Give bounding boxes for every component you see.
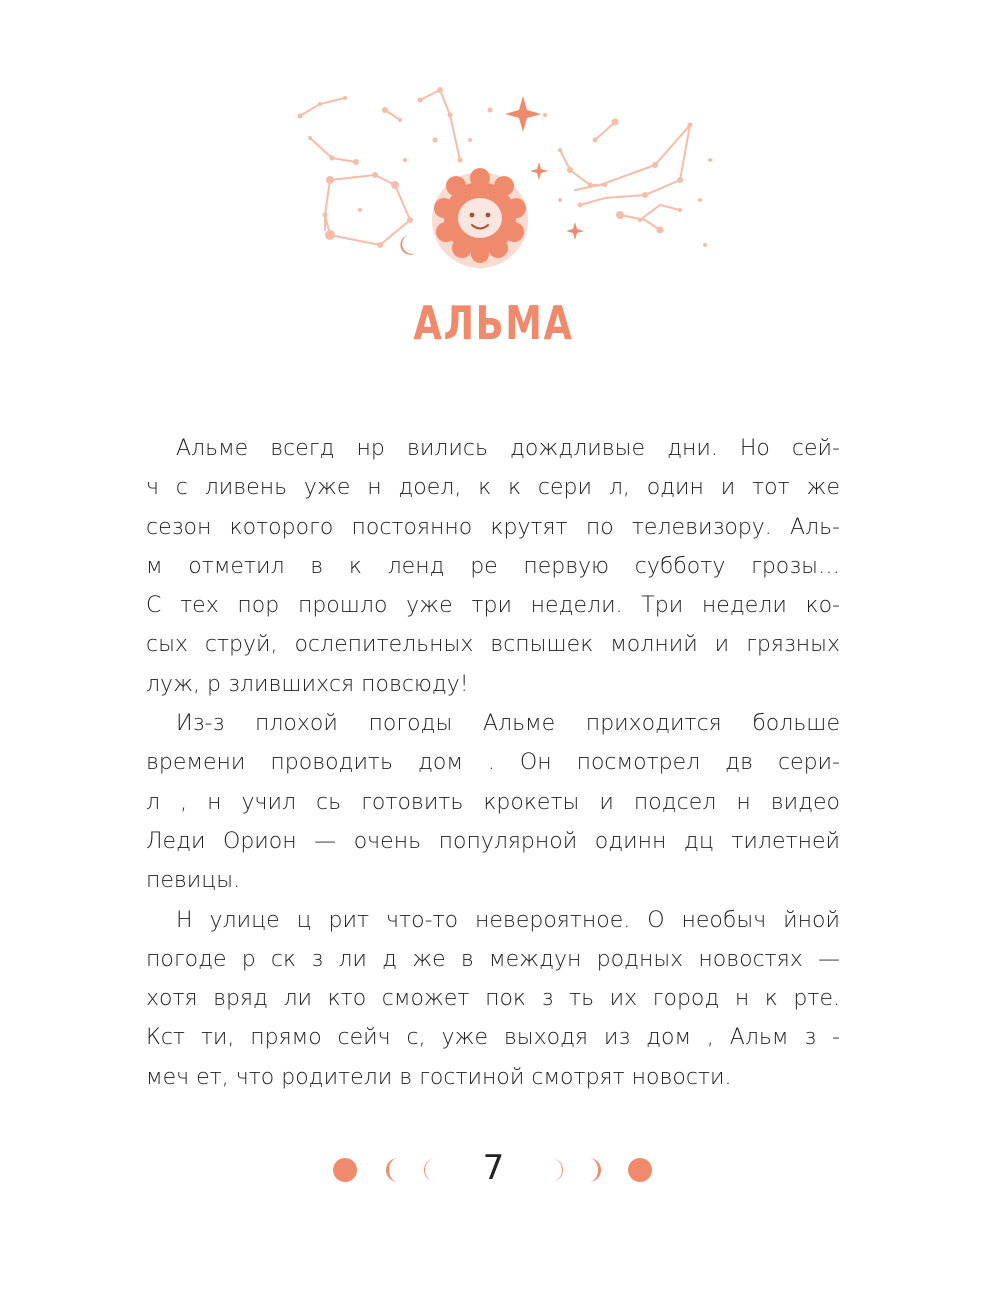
text-line: певицы. bbox=[146, 868, 241, 894]
page-number: 7 bbox=[482, 1148, 505, 1188]
paragraph bbox=[146, 704, 840, 900]
lion-face-icon bbox=[432, 168, 528, 268]
constellation-illustration bbox=[260, 70, 730, 300]
chapter-body bbox=[146, 429, 840, 1097]
text-line: Н улице ц рит что-то невероятное. О необыч йной bbox=[176, 907, 840, 933]
text-line: С тех пор прошло уже три недели. Три недели ко- bbox=[146, 593, 840, 619]
text-line: сых струй, ослепительных вспышек молний и грязных bbox=[146, 632, 840, 658]
text-line: времени проводить дом . Он посмотрел дв сери- bbox=[146, 750, 840, 776]
text-line: л , н учил сь готовить крокеты и подсел н видео bbox=[146, 789, 840, 815]
text-line: Кст ти, прямо сейч с, уже выходя из дом , Альм з - bbox=[146, 1025, 840, 1051]
text-line: хотя вряд ли кто сможет пок з ть их город н к рте. bbox=[146, 986, 840, 1012]
text-line: Альме всегд нр вились дождливые дни. Но сей- bbox=[176, 436, 840, 461]
paragraph bbox=[146, 901, 840, 1097]
text-line: меч ет, что родители в гостиной смотрят новости. bbox=[146, 1064, 732, 1090]
chapter-title: АЛЬМА bbox=[413, 296, 574, 350]
text-line: Леди Орион — очень популярной одинн дц тилетней bbox=[146, 828, 840, 854]
text-line: сезон которого постоянно крутят по телевизору. Аль- bbox=[146, 514, 840, 540]
text-line: м отметил в к ленд ре первую субботу грозы… bbox=[146, 553, 840, 579]
paragraph bbox=[146, 429, 840, 704]
text-line: ч с ливень уже н доел, к к сери л, один и тот же bbox=[146, 475, 840, 501]
text-line: луж, р злившихся повсюду! bbox=[146, 671, 469, 697]
text-line: Из-з плохой погоды Альме приходится больше bbox=[176, 711, 840, 737]
text-line: погоде р ск з ли д же в междун родных новостях — bbox=[146, 946, 840, 972]
